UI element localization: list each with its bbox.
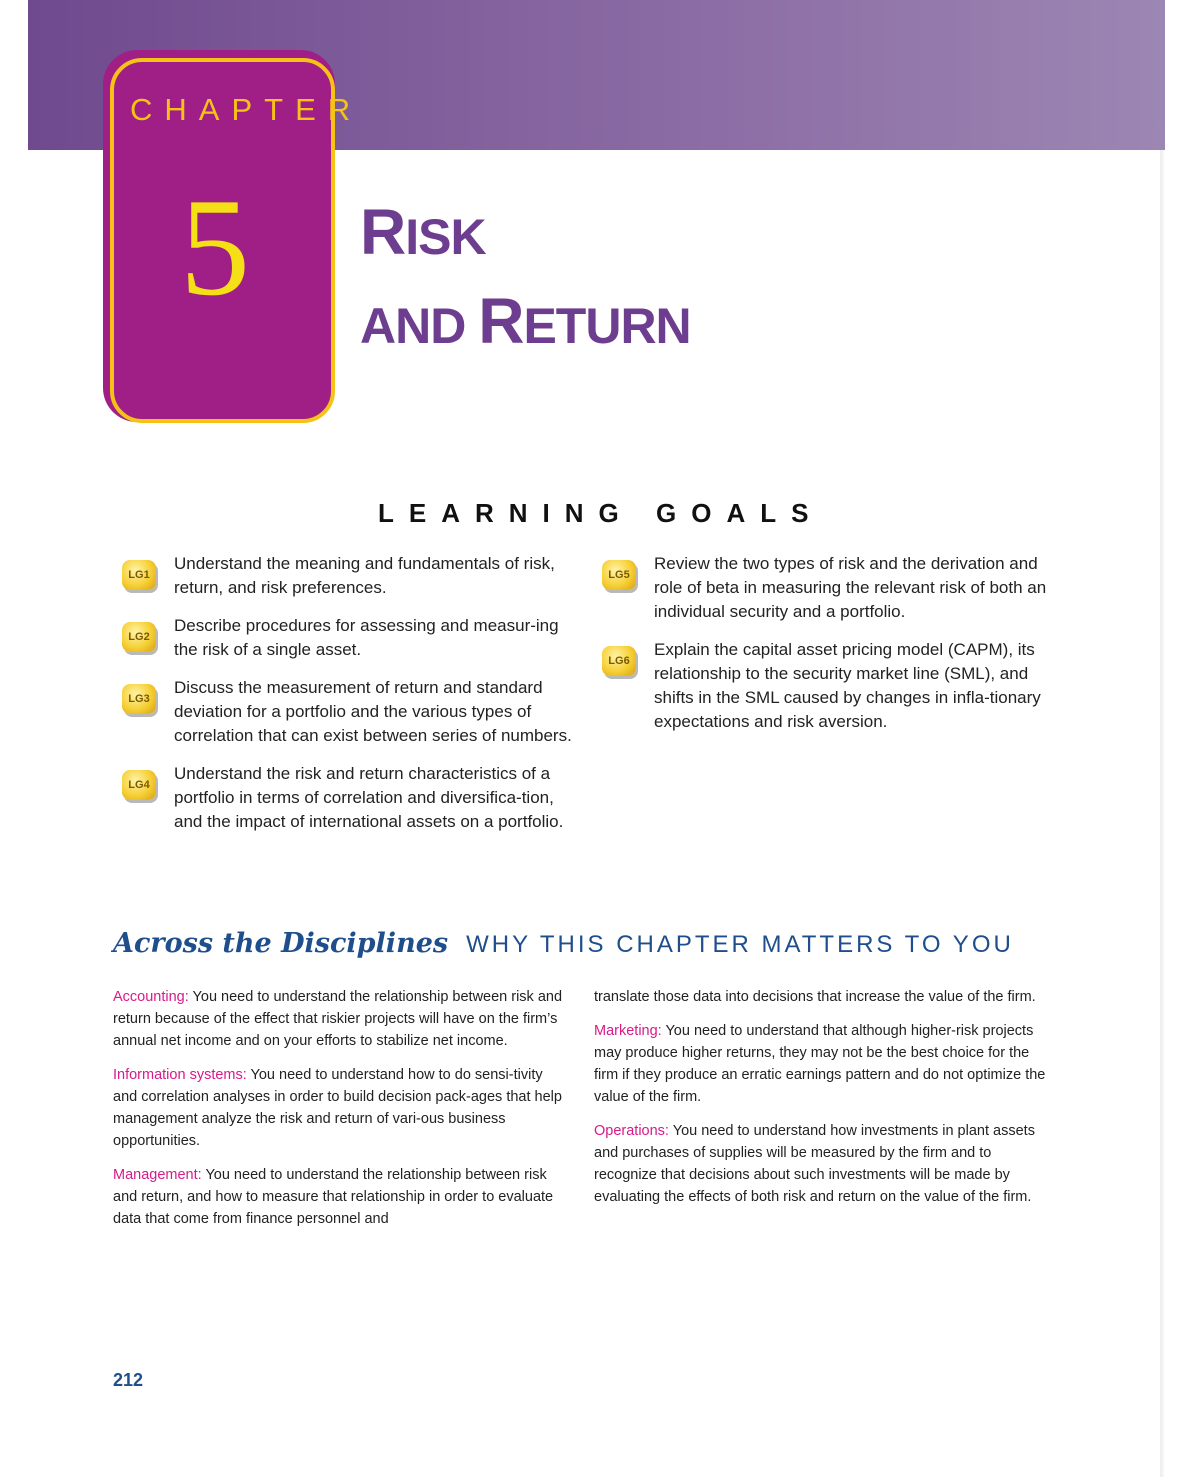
learning-goal-text: Review the two types of risk and the derivation and role of beta in measuring the relevant risk of both an individual security and a portfolio.: [654, 554, 1047, 621]
chapter-title-line-2: AND RETURN: [360, 279, 691, 368]
discipline-paragraph: [113, 1064, 568, 1152]
chapter-label: CHAPTER: [130, 92, 363, 127]
learning-goal-item: [128, 762, 579, 834]
why-matters-heading: WHY THIS CHAPTER MATTERS TO YOU: [466, 931, 1014, 958]
learning-goal-text: Discuss the measurement of return and standard deviation for a portfolio and the various types of correlation that can exist between series of numbers.: [174, 678, 572, 745]
chapter-title: [360, 190, 691, 368]
discipline-lead: Operations:: [594, 1123, 669, 1139]
discipline-paragraph: [113, 1164, 568, 1230]
title-line2-source: [691, 279, 692, 280]
lg-badge-icon: LG4: [122, 770, 156, 800]
disciplines-left-column: [113, 986, 568, 1242]
learning-goal-item: [608, 552, 1054, 624]
lg-badge-icon: LG1: [122, 560, 156, 590]
learning-goal-item: [128, 614, 579, 662]
discipline-text: You need to understand that although higher-risk projects may produce higher returns, they may not be the best choice for the firm if they produce an erratic earnings pattern and do not optimize the value of the firm.: [594, 1023, 1046, 1105]
learning-goal-text: Explain the capital asset pricing model (CAPM), its relationship to the security market line (SML), and shifts in the SML caused by changes in infla-tionary expectations and risk aversion.: [654, 640, 1041, 731]
learning-goals-left: [128, 552, 579, 848]
across-disciplines-script: Across the Disciplines: [113, 928, 449, 959]
discipline-lead: Information systems:: [113, 1067, 247, 1083]
title-line1-source: [486, 190, 487, 191]
page-number: 212: [113, 1370, 144, 1390]
learning-goals-heading: LEARNING GOALS: [378, 498, 824, 528]
page-edge: [1160, 150, 1164, 1477]
discipline-lead: Management:: [113, 1167, 202, 1183]
discipline-text: You need to understand how investments in plant assets and purchases of supplies will be measured by the firm and to recognize that decisions about such investments will be made by evaluating the effects of both risk and return on the value of the firm.: [594, 1123, 1035, 1205]
disciplines-right-column: [594, 986, 1049, 1220]
learning-goal-text: Describe procedures for assessing and measur-ing the risk of a single asset.: [174, 616, 559, 659]
discipline-paragraph: [594, 1120, 1049, 1208]
learning-goal-item: [608, 638, 1054, 734]
learning-goal-item: [128, 676, 579, 748]
chapter-title-line-1: RISK: [360, 190, 691, 279]
discipline-paragraph: [594, 1020, 1049, 1108]
learning-goal-text: Understand the risk and return characteristics of a portfolio in terms of correlation and diversifica-tion, and the impact of international assets on a portfolio.: [174, 764, 564, 831]
learning-goal-item: [128, 552, 579, 600]
lg-badge-icon: LG5: [602, 560, 636, 590]
discipline-text: You need to understand the relationship between risk and return because of the effect that riskier projects will have on the firm’s annual net income and on your efforts to stabilize net income.: [113, 989, 563, 1049]
learning-goal-text: Understand the meaning and fundamentals of risk, return, and risk preferences.: [174, 554, 555, 597]
lg-badge-icon: LG3: [122, 684, 156, 714]
chapter-number: 5: [180, 170, 250, 325]
learning-goals-right: [608, 552, 1054, 748]
across-disciplines-heading: [113, 928, 1014, 959]
discipline-text: You need to understand how to do sensi-tivity and correlation analyses in order to build decision pack-ages that help management analyze the risk and return of vari-ous business opportunities.: [113, 1067, 562, 1149]
discipline-lead: Accounting:: [113, 989, 189, 1005]
discipline-continuation: translate those data into decisions that increase the value of the firm.: [594, 989, 1036, 1005]
discipline-paragraph: [113, 986, 568, 1052]
lg-badge-icon: LG6: [602, 646, 636, 676]
lg-badge-icon: LG2: [122, 622, 156, 652]
discipline-lead: Marketing:: [594, 1023, 662, 1039]
discipline-text: You need to understand the relationship between risk and return, and how to measure that relationship in order to evaluate data that come from finance personnel and: [113, 1167, 554, 1227]
